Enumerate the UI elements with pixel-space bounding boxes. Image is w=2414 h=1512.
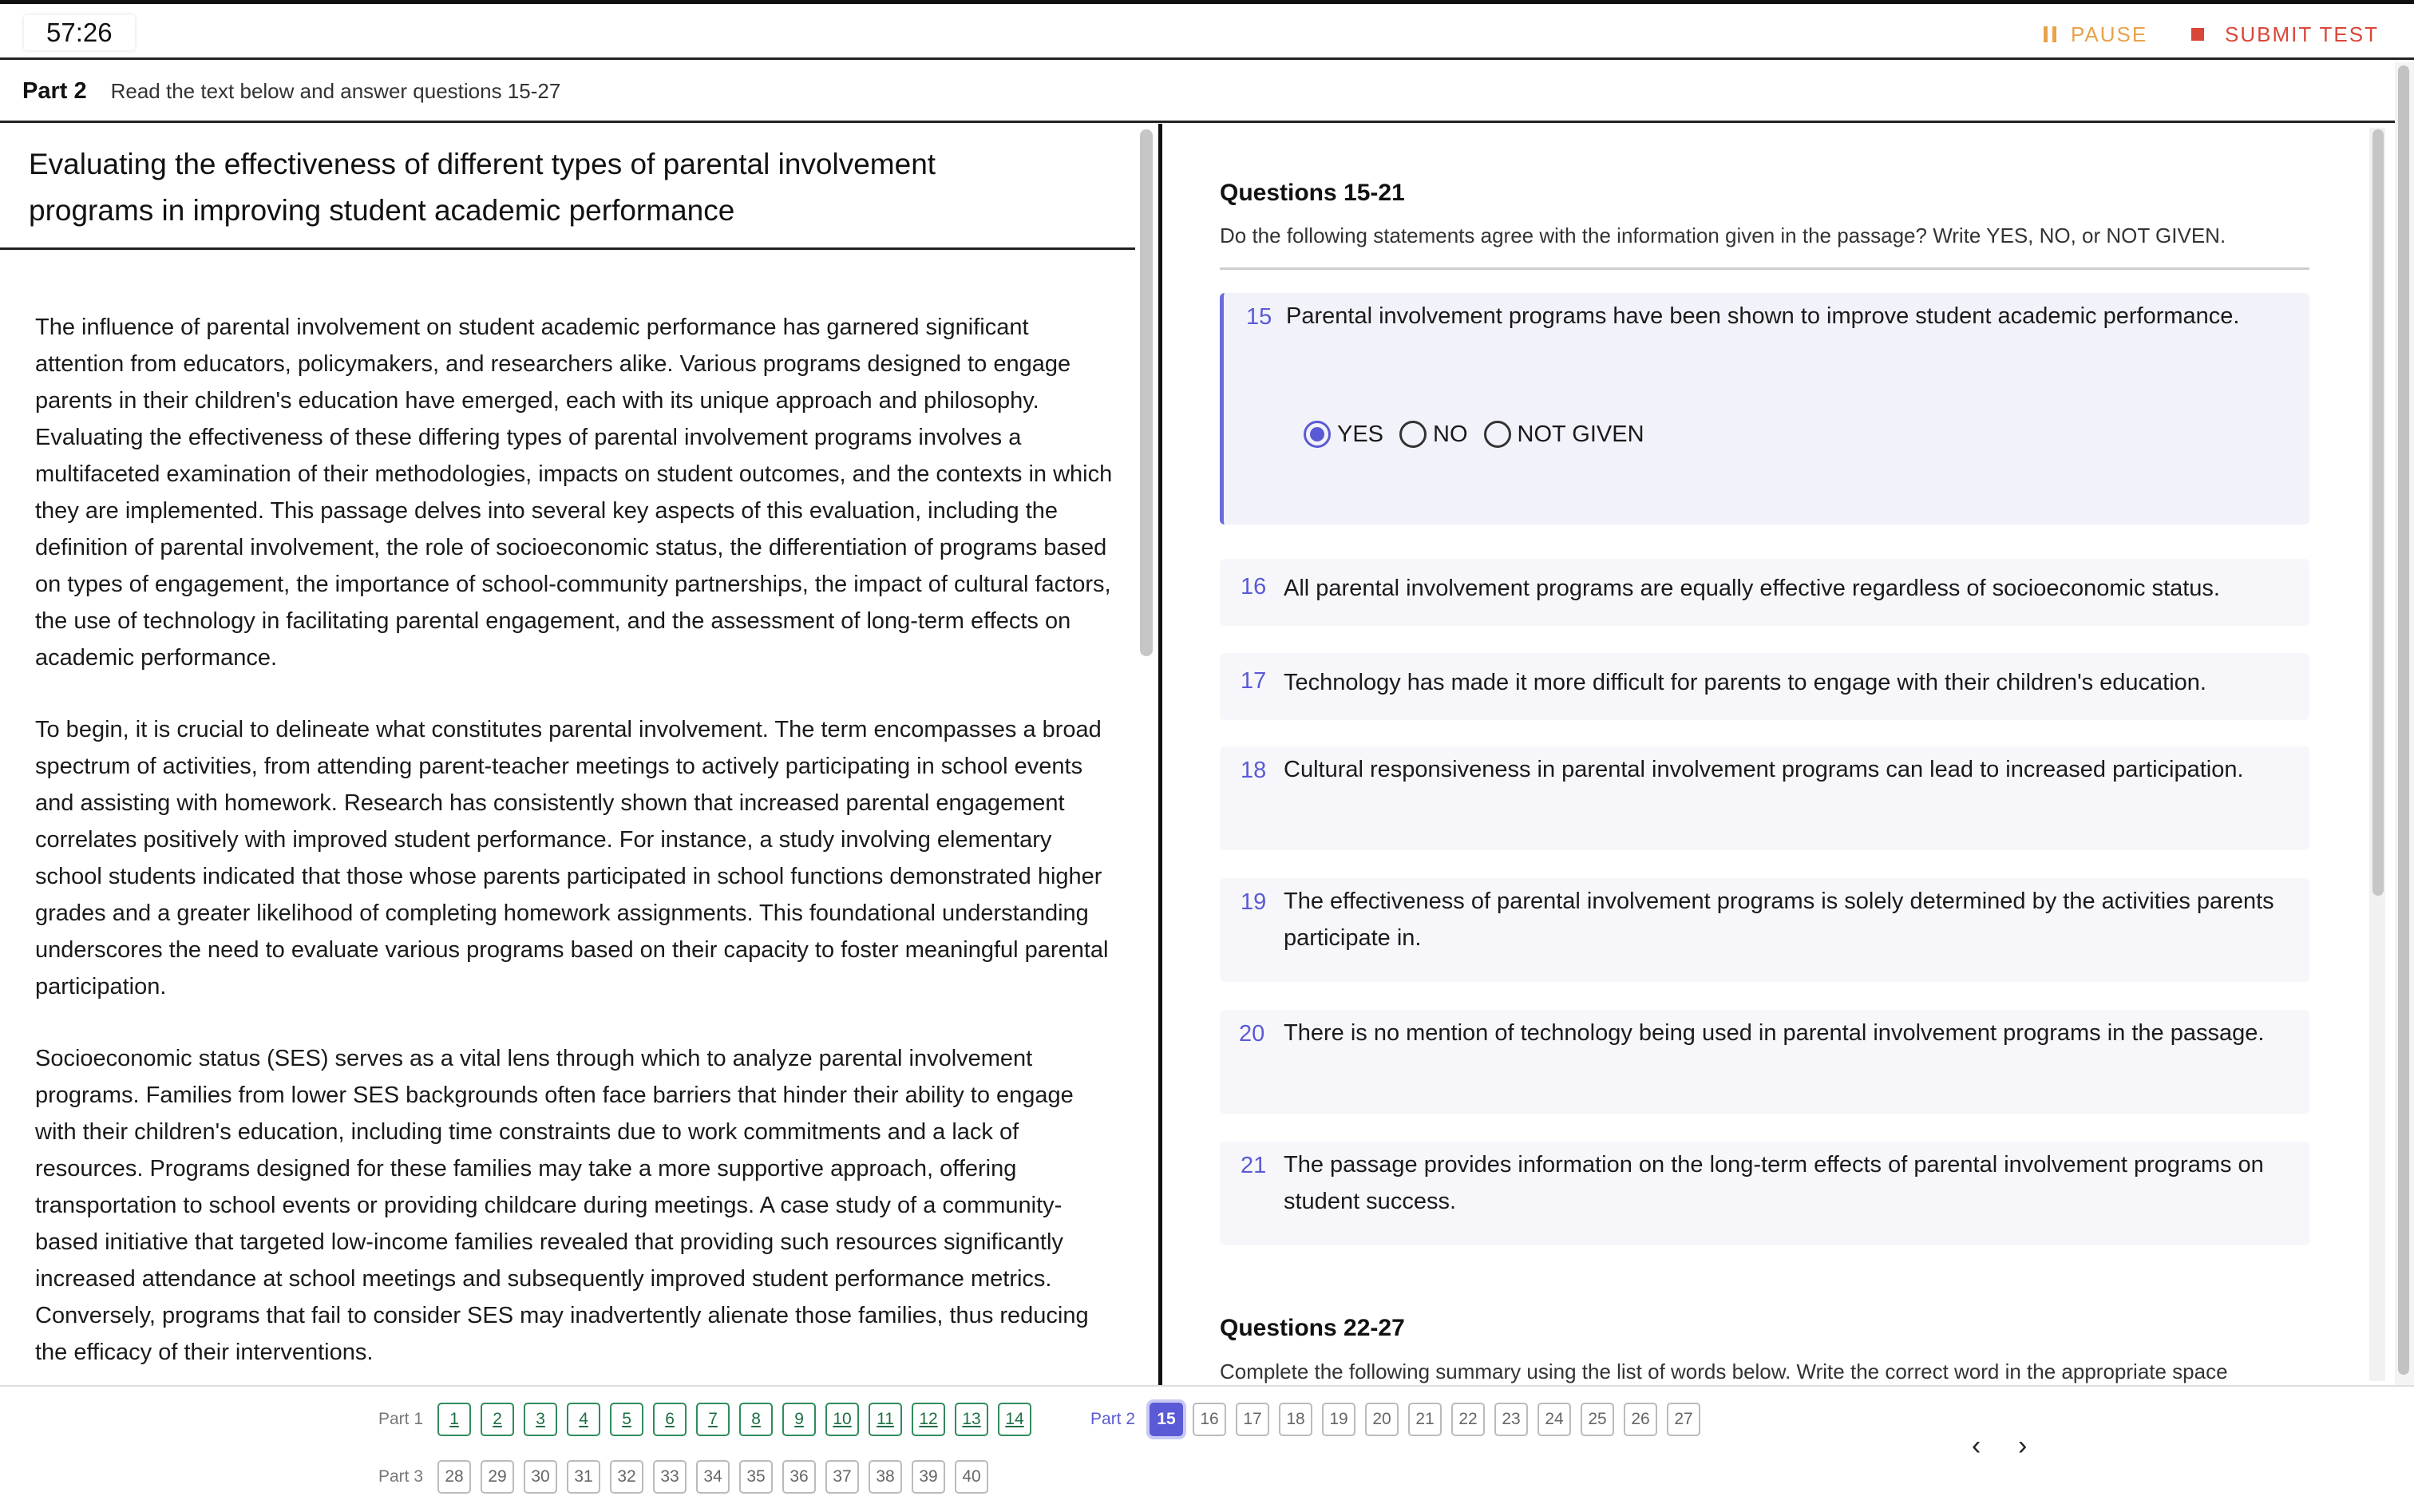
question-nav-button-40[interactable]: 40 — [955, 1460, 988, 1494]
nav-part-label[interactable]: Part 1 — [378, 1410, 424, 1428]
submit-label: SUBMIT TEST — [2225, 22, 2379, 46]
question-21[interactable] — [1220, 1142, 2309, 1245]
stop-icon — [2191, 28, 2204, 41]
question-text: Cultural responsiveness in parental involvement programs can lead to increased participation. — [1284, 757, 2244, 782]
question-nav-button-14[interactable]: 14 — [998, 1403, 1031, 1436]
question-nav-button-19[interactable]: 19 — [1322, 1403, 1355, 1436]
question-nav-button-28[interactable]: 28 — [437, 1460, 471, 1494]
answer-options — [1304, 421, 1644, 448]
question-nav-button-38[interactable]: 38 — [869, 1460, 902, 1494]
question-navigator — [0, 1385, 2414, 1512]
question-nav-button-12[interactable]: 12 — [912, 1403, 945, 1436]
question-nav-button-23[interactable]: 23 — [1494, 1403, 1528, 1436]
question-nav-button-37[interactable]: 37 — [825, 1460, 859, 1494]
part-instruction: Read the text below and answer questions 15-27 — [110, 79, 561, 103]
questions-instruction: Complete the following summary using the list of words below. Write the correct word in the appropriate space — [1220, 1360, 2228, 1383]
question-nav-button-20[interactable]: 20 — [1365, 1403, 1399, 1436]
question-text: The effectiveness of parental involvement programs is solely determined by the activities parents participate in. — [1284, 889, 2274, 951]
question-nav-button-32[interactable]: 32 — [610, 1460, 643, 1494]
question-text: All parental involvement programs are equally effective regardless of socioeconomic status. — [1284, 576, 2220, 601]
question-nav-button-24[interactable]: 24 — [1537, 1403, 1571, 1436]
question-nav-button-39[interactable]: 39 — [912, 1460, 945, 1494]
divider-line — [1220, 267, 2309, 270]
question-nav-button-17[interactable]: 17 — [1236, 1403, 1269, 1436]
question-number: 21 — [1241, 1153, 1267, 1178]
radio-selected-icon[interactable] — [1304, 421, 1331, 448]
panel-divider[interactable] — [1158, 124, 1162, 1385]
passage-panel — [0, 124, 1135, 1385]
question-16[interactable] — [1220, 559, 2309, 626]
question-nav-button-11[interactable]: 11 — [869, 1403, 902, 1436]
questions-heading: Questions 22-27 — [1220, 1315, 1405, 1341]
questions-panel — [1164, 124, 2361, 1385]
pause-icon — [2044, 26, 2056, 42]
top-bar — [0, 4, 2414, 60]
question-nav-button-3[interactable]: 3 — [524, 1403, 557, 1436]
option-label: NO — [1433, 421, 1468, 447]
question-number: 18 — [1241, 758, 1267, 783]
option-label: NOT GIVEN — [1517, 421, 1644, 447]
question-15 — [1220, 293, 2309, 524]
question-20[interactable] — [1220, 1010, 2309, 1114]
questions-scrollbar[interactable] — [2372, 129, 2384, 896]
question-17[interactable] — [1220, 653, 2309, 720]
question-nav-button-10[interactable]: 10 — [825, 1403, 859, 1436]
passage-body — [35, 309, 1113, 1385]
questions-instruction: Do the following statements agree with the information given in the passage? Write YES, NO, or NOT GIVEN. — [1220, 224, 2226, 247]
option-not-given[interactable] — [1484, 421, 1644, 448]
question-nav-button-9[interactable]: 9 — [782, 1403, 816, 1436]
nav-row-bottom — [378, 1460, 988, 1494]
pause-label: PAUSE — [2071, 22, 2148, 46]
part-label: Part 2 — [22, 78, 87, 104]
option-label: YES — [1337, 421, 1384, 447]
passage-title-wrap — [0, 124, 1135, 250]
passage-paragraph: Socioeconomic status (SES) serves as a vital lens through which to analyze parental involvement programs. Families from lower SES backgrounds often face barriers that hinder their ability to engage with their children's education, including time constraints due to work commitments and a lack of resources. Programs designed for these families may take a more supportive approach, offering transportation to school events or providing childcare during meetings. A case study of a community-based initiative that targeted low-income families revealed that providing such resources significantly increased attendance at school meetings and subsequently improved student performance metrics. Conversely, programs that fail to consider SES may inadvertently alienate those families, thus reducing the efficacy of their interventions. — [35, 1046, 1089, 1365]
part1-buttons — [437, 1403, 1031, 1436]
question-number: 20 — [1239, 1021, 1265, 1047]
timer: 57:26 — [24, 15, 135, 50]
question-number: 16 — [1241, 574, 1267, 600]
question-nav-button-30[interactable]: 30 — [524, 1460, 557, 1494]
passage-paragraph: The influence of parental involvement on student academic performance has garnered significant attention from educators, policymakers, and researchers alike. Various programs designed to engage parents in their children's education have emerged, each with its unique approach and philosophy. Evaluating the effectiveness of these differing types of parental involvement programs involves a multifaceted examination of their methodologies, impacts on student outcomes, and the contexts in which they are implemented. This passage delves into several key aspects of this evaluation, including the definition of parental involvement, the role of socioeconomic status, the differentiation of programs based on types of engagement, the importance of school-community partnerships, the impact of cultural factors, the use of technology in facilitating parental engagement, and the assessment of long-term effects on academic performance. — [35, 315, 1113, 671]
question-nav-button-8[interactable]: 8 — [739, 1403, 773, 1436]
question-nav-button-25[interactable]: 25 — [1581, 1403, 1614, 1436]
question-19[interactable] — [1220, 878, 2309, 982]
nav-part-label[interactable]: Part 2 — [1090, 1410, 1136, 1428]
option-yes[interactable] — [1304, 421, 1383, 448]
passage-title: Evaluating the effectiveness of different types of parental involvement programs in improving student academic performance — [29, 148, 936, 227]
question-nav-button-27[interactable]: 27 — [1667, 1403, 1700, 1436]
prev-arrow-icon[interactable]: ‹ — [1972, 1431, 1981, 1461]
passage-paragraph: To begin, it is crucial to delineate what constitutes parental involvement. The term encompasses a broad spectrum of activities, from attending parent-teacher meetings to actively participating in school events and assisting with homework. Research has consistently shown that increased parental engagement correlates positively with improved student performance. For instance, a study involving elementary school students indicated that those whose parents participated in school functions demonstrated higher grades and a greater likelihood of completing homework assignments. This foundational understanding underscores the need to evaluate various programs based on their capacity to foster meaningful parental participation. — [35, 717, 1109, 999]
question-text: The passage provides information on the long-term effects of parental involvement programs on student success. — [1284, 1152, 2264, 1214]
question-nav-button-33[interactable]: 33 — [653, 1460, 687, 1494]
question-nav-button-15[interactable]: 15 — [1150, 1403, 1183, 1436]
page-scrollbar[interactable] — [2398, 65, 2409, 1375]
option-no[interactable] — [1399, 421, 1468, 448]
submit-test-button[interactable] — [2191, 18, 2379, 50]
question-nav-button-4[interactable]: 4 — [567, 1403, 600, 1436]
question-18[interactable] — [1220, 746, 2309, 850]
part3-buttons — [437, 1460, 988, 1494]
question-number: 15 — [1246, 304, 1272, 330]
question-text: There is no mention of technology being used in parental involvement programs in the passage. — [1284, 1020, 2265, 1046]
next-arrow-icon[interactable]: › — [2018, 1431, 2028, 1461]
question-number: 19 — [1241, 889, 1267, 915]
radio-icon[interactable] — [1484, 421, 1511, 448]
nav-part-label[interactable]: Part 3 — [378, 1467, 424, 1486]
radio-icon[interactable] — [1399, 421, 1427, 448]
question-text: Technology has made it more difficult for parents to engage with their children's education. — [1284, 670, 2206, 695]
question-nav-button-1[interactable]: 1 — [437, 1403, 471, 1436]
question-nav-button-36[interactable]: 36 — [782, 1460, 816, 1494]
questions-heading: Questions 15-21 — [1220, 180, 1405, 206]
question-nav-button-2[interactable]: 2 — [481, 1403, 514, 1436]
nav-row-top — [378, 1403, 1700, 1436]
question-number: 17 — [1241, 668, 1267, 694]
question-nav-button-29[interactable]: 29 — [481, 1460, 514, 1494]
question-nav-button-31[interactable]: 31 — [567, 1460, 600, 1494]
pause-button[interactable] — [2044, 18, 2147, 50]
question-nav-button-6[interactable]: 6 — [653, 1403, 687, 1436]
question-nav-button-21[interactable]: 21 — [1408, 1403, 1442, 1436]
passage-scrollbar[interactable] — [1140, 129, 1153, 656]
question-nav-button-26[interactable]: 26 — [1624, 1403, 1657, 1436]
question-text: Parental involvement programs have been shown to improve student academic performance. — [1286, 303, 2240, 329]
part-header — [0, 62, 2395, 123]
part2-buttons — [1150, 1403, 1700, 1436]
question-nav-button-16[interactable]: 16 — [1193, 1403, 1226, 1436]
question-nav-button-22[interactable]: 22 — [1451, 1403, 1485, 1436]
question-nav-button-5[interactable]: 5 — [610, 1403, 643, 1436]
question-nav-button-34[interactable]: 34 — [696, 1460, 730, 1494]
question-nav-button-13[interactable]: 13 — [955, 1403, 988, 1436]
question-nav-button-35[interactable]: 35 — [739, 1460, 773, 1494]
question-nav-button-7[interactable]: 7 — [696, 1403, 730, 1436]
question-nav-button-18[interactable]: 18 — [1279, 1403, 1312, 1436]
